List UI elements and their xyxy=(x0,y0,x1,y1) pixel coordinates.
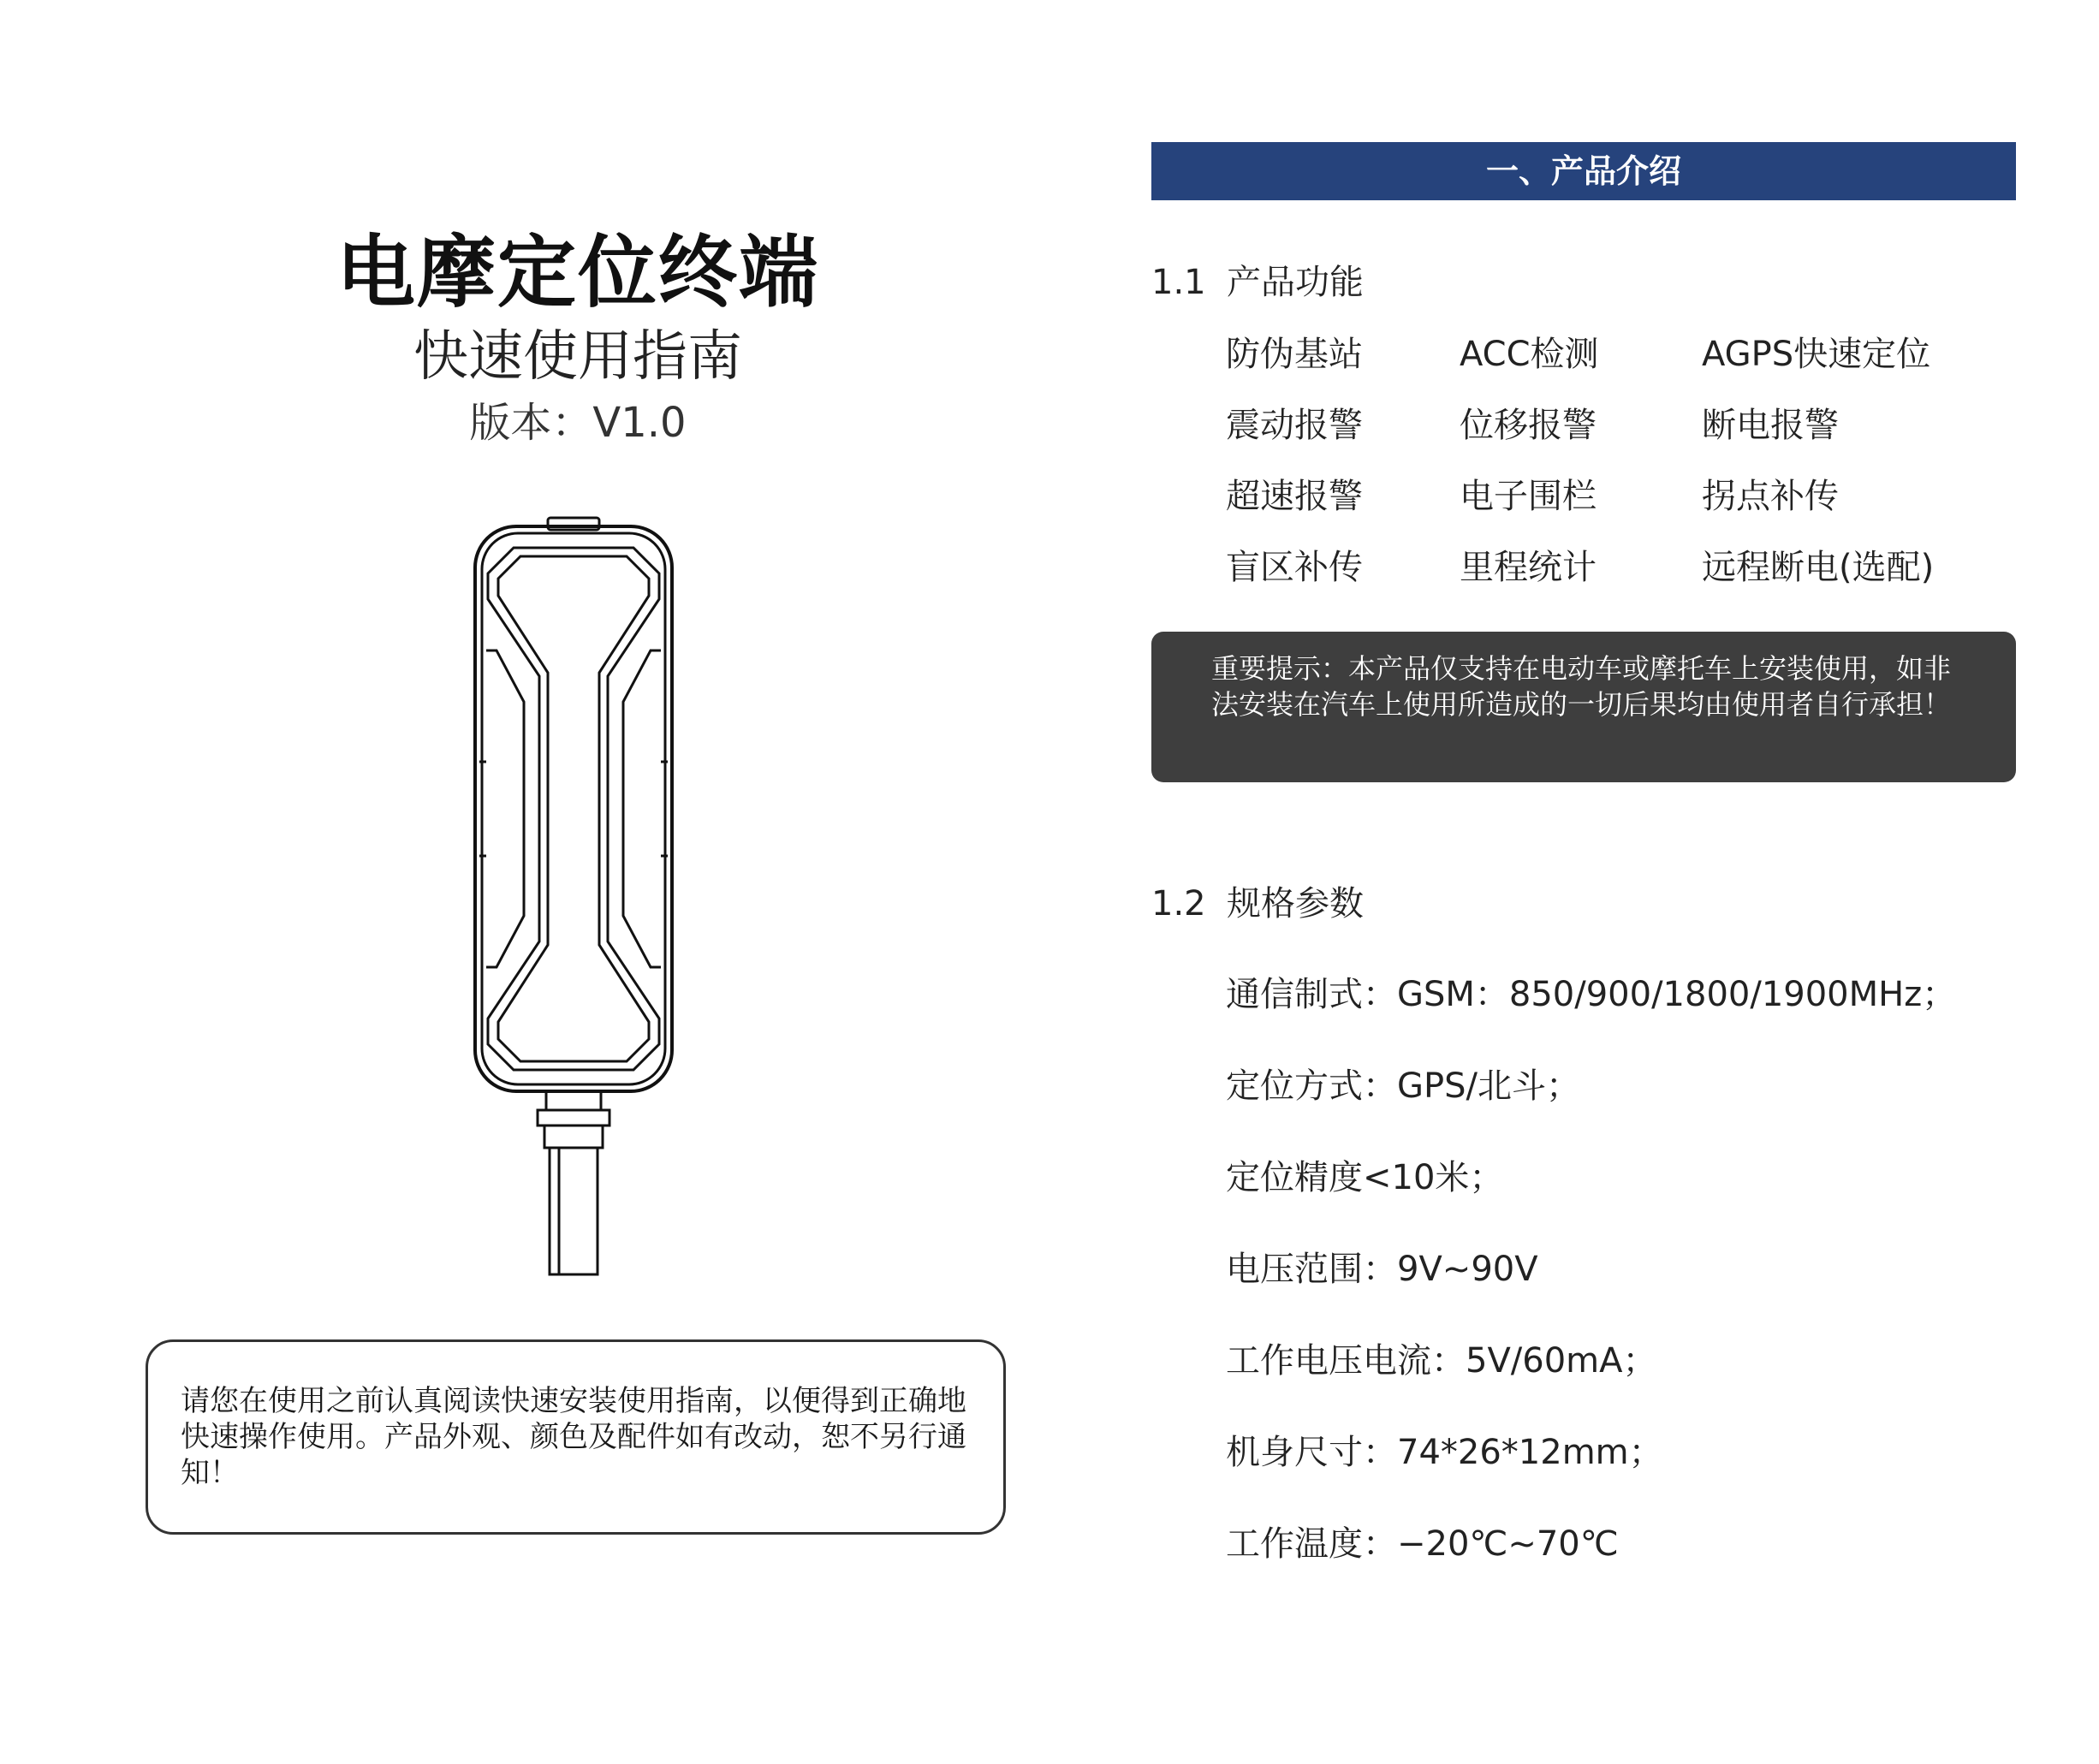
feature-item: 断电报警 xyxy=(1702,406,1839,445)
features-heading xyxy=(1151,255,1364,304)
product-title: 电摩定位终端 xyxy=(336,227,819,318)
spec-item: 工作温度：−20℃~70℃ xyxy=(1226,1524,1619,1564)
feature-item: 位移报警 xyxy=(1460,406,1597,445)
feature-item: 超速报警 xyxy=(1226,477,1363,516)
section-banner: 一、产品介绍 xyxy=(1151,142,2016,200)
feature-item: 盲区补传 xyxy=(1226,548,1363,587)
specs-heading xyxy=(1151,876,1364,925)
specs-section-number: 1.2 xyxy=(1151,884,1206,924)
feature-item: 防伪基站 xyxy=(1226,335,1363,374)
version-label: 版本：V1.0 xyxy=(469,399,687,447)
spec-item: 机身尺寸：74*26*12mm； xyxy=(1226,1433,1663,1472)
device-illustration xyxy=(462,514,685,1284)
specs-section-title: 规格参数 xyxy=(1227,884,1364,924)
feature-item: 震动报警 xyxy=(1226,406,1363,445)
features-section-title: 产品功能 xyxy=(1227,263,1364,302)
feature-item: 拐点补传 xyxy=(1702,477,1839,516)
feature-item: 里程统计 xyxy=(1460,548,1597,587)
guide-subtitle: 快速使用指南 xyxy=(413,325,742,389)
spec-item: 通信制式：GSM：850/900/1800/1900MHz； xyxy=(1226,975,1957,1014)
usage-notice-box: 请您在使用之前认真阅读快速安装使用指南，以便得到正确地快速操作使用。产品外观、颜色及配件如有改动，恕不另行通知！ xyxy=(146,1339,1006,1535)
warning-text: 本产品仅支持在电动车或摩托车上安装使用，如非法安装在汽车上使用所造成的一切后果均由使用者自行承担！ xyxy=(1211,652,1952,721)
spec-item: 工作电压电流：5V/60mA； xyxy=(1226,1341,1657,1381)
feature-item: AGPS快速定位 xyxy=(1702,335,1931,374)
important-warning-box xyxy=(1151,632,2016,782)
feature-item: 远程断电(选配) xyxy=(1702,548,1935,587)
feature-item: ACC检测 xyxy=(1460,335,1599,374)
spec-item: 定位方式：GPS/北斗； xyxy=(1226,1066,1580,1106)
spec-item: 定位精度<10米； xyxy=(1226,1158,1504,1197)
features-section-number: 1.1 xyxy=(1151,263,1206,302)
feature-item: 电子围栏 xyxy=(1460,477,1597,516)
warning-label: 重要提示： xyxy=(1211,652,1349,685)
spec-item: 电压范围：9V~90V xyxy=(1226,1250,1538,1289)
